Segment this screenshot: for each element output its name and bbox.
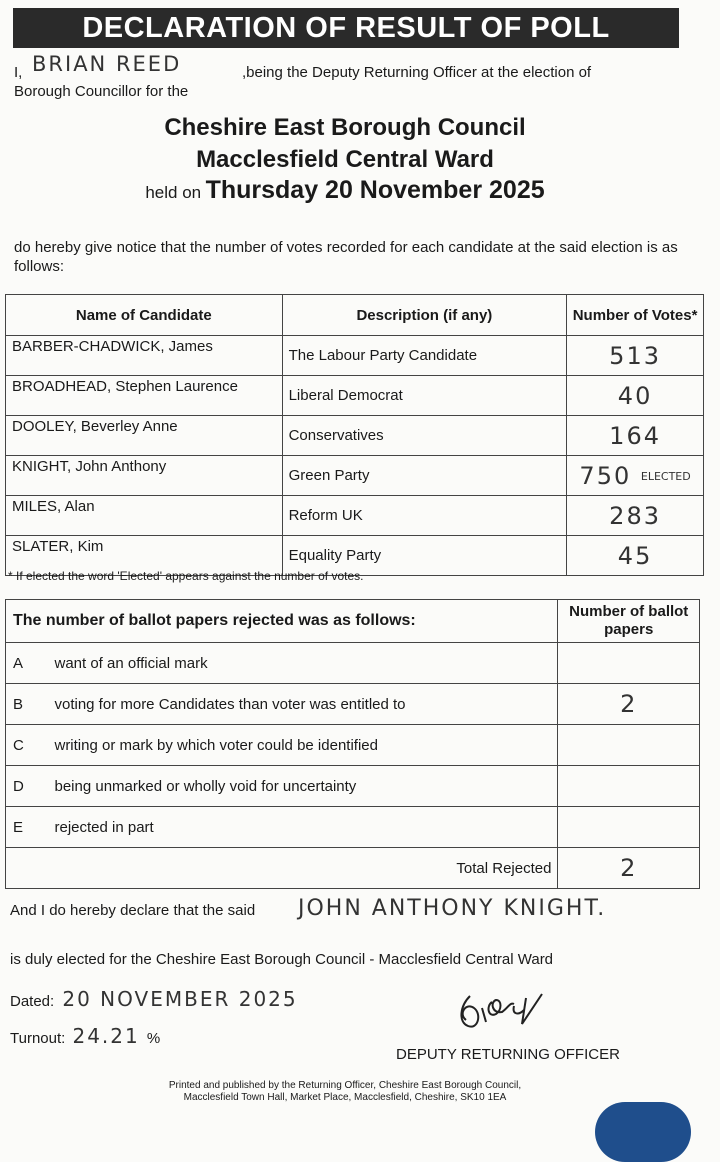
- held-label: held on: [145, 183, 202, 202]
- total-rejected-label: Total Rejected: [6, 848, 558, 889]
- printer-imprint: [0, 1080, 690, 1104]
- vote-count: 283: [609, 501, 661, 530]
- candidate-votes: [567, 536, 704, 576]
- rejected-heading: The number of ballot papers rejected was as follows:: [6, 600, 558, 643]
- table-row: [6, 684, 700, 725]
- reason-text: being unmarked or wholly void for uncertainty: [53, 766, 557, 807]
- candidate-votes: [567, 416, 704, 456]
- turnout-unit: %: [146, 1030, 161, 1047]
- reason-count: [558, 807, 700, 848]
- vote-count: 45: [617, 541, 653, 570]
- ward-name: Macclesfield Central Ward: [196, 146, 494, 173]
- turnout-label: Turnout:: [10, 1030, 66, 1047]
- candidate-votes: [567, 376, 704, 416]
- table-row: [6, 643, 700, 684]
- signature: [452, 988, 572, 1038]
- candidate-name: KNIGHT, John Anthony: [6, 456, 283, 496]
- reason-count: [558, 766, 700, 807]
- col-header-description: Description (if any): [282, 295, 567, 336]
- table-row: [6, 456, 704, 496]
- table-row: [6, 336, 704, 376]
- dated-label: Dated:: [10, 993, 55, 1010]
- reason-count: 2: [558, 684, 700, 725]
- election-date: Thursday 20 November 2025: [205, 176, 545, 204]
- vote-count: 164: [609, 421, 661, 450]
- candidate-votes: [567, 336, 704, 376]
- vote-count: 750: [579, 461, 632, 490]
- candidate-name: SLATER, Kim: [6, 536, 283, 576]
- dated-value: 20 NOVEMBER 2025: [62, 987, 298, 1011]
- table-row: [6, 725, 700, 766]
- reason-letter: E: [6, 807, 54, 848]
- officer-intro: [14, 52, 704, 106]
- declaration-line: [10, 896, 710, 942]
- reason-text: writing or mark by which voter could be identified: [53, 725, 557, 766]
- notice-text: do hereby give notice that the number of votes recorded for each candidate at the said election is as follows:: [14, 239, 678, 275]
- intro-i: I,: [14, 64, 23, 81]
- reason-text: want of an official mark: [53, 643, 557, 684]
- reason-letter: C: [6, 725, 54, 766]
- reason-text: rejected in part: [53, 807, 557, 848]
- reason-letter: B: [6, 684, 54, 725]
- duly-elected-text: is duly elected for the Cheshire East Borough Council - Macclesfield Central Ward: [10, 951, 554, 968]
- table-row: [6, 496, 704, 536]
- printer-line-2: Macclesfield Town Hall, Market Place, Macclesfield, Cheshire, SK10 1EA: [183, 1092, 507, 1103]
- table-row: [6, 416, 704, 456]
- vote-count: 40: [617, 381, 653, 410]
- col-header-votes: Number of Votes*: [567, 295, 704, 336]
- table-row: [6, 766, 700, 807]
- intro-text-line2: Borough Councillor for the: [14, 83, 189, 100]
- held-on-line: [0, 176, 690, 205]
- candidate-votes: [567, 496, 704, 536]
- intro-text: ,being the Deputy Returning Officer at the election of: [242, 64, 592, 81]
- candidate-name: BROADHEAD, Stephen Laurence: [6, 376, 283, 416]
- col-header-name: Name of Candidate: [6, 295, 283, 336]
- reason-letter: A: [6, 643, 54, 684]
- page-title: DECLARATION OF RESULT OF POLL: [13, 8, 679, 48]
- vote-count: 513: [609, 341, 661, 370]
- reason-text: voting for more Candidates than voter was entitled to: [53, 684, 557, 725]
- council-name: Cheshire East Borough Council: [164, 114, 526, 141]
- candidate-description: Conservatives: [282, 416, 567, 456]
- candidate-votes: [567, 456, 704, 496]
- dated-line: [10, 987, 298, 1011]
- candidate-description: Reform UK: [282, 496, 567, 536]
- reason-count: [558, 725, 700, 766]
- candidate-description: Green Party: [282, 456, 567, 496]
- elected-name-handwritten: JOHN ANTHONY KNIGHT.: [298, 896, 607, 921]
- table-header-row: [6, 600, 700, 643]
- total-rejected-count: 2: [558, 848, 700, 889]
- candidate-description: The Labour Party Candidate: [282, 336, 567, 376]
- rejected-ballots-table: [5, 599, 700, 889]
- declaration-prefix: And I do hereby declare that the said: [10, 902, 256, 919]
- table-row: [6, 807, 700, 848]
- table-row: [6, 376, 704, 416]
- turnout-line: [10, 1024, 160, 1048]
- turnout-value: 24.21: [72, 1024, 140, 1048]
- candidate-name: DOOLEY, Beverley Anne: [6, 416, 283, 456]
- elected-mark: ELECTED: [640, 469, 691, 483]
- col-header-ballot-papers: Number of ballot papers: [558, 600, 700, 643]
- signatory-title: DEPUTY RETURNING OFFICER: [396, 1046, 620, 1063]
- reason-count: [558, 643, 700, 684]
- total-row: [6, 848, 700, 889]
- votes-footnote: * If elected the word 'Elected' appears against the number of votes.: [8, 569, 364, 583]
- floating-action-button[interactable]: [595, 1102, 691, 1162]
- table-header-row: [6, 295, 704, 336]
- candidate-description: Liberal Democrat: [282, 376, 567, 416]
- printer-line-1: Printed and published by the Returning Officer, Cheshire East Borough Council,: [168, 1080, 522, 1091]
- candidate-name: BARBER-CHADWICK, James: [6, 336, 283, 376]
- candidate-name: MILES, Alan: [6, 496, 283, 536]
- officer-name-handwritten: BRIAN REED: [32, 52, 182, 76]
- reason-letter: D: [6, 766, 54, 807]
- candidates-table: [5, 294, 704, 576]
- candidate-description: Equality Party: [282, 536, 567, 576]
